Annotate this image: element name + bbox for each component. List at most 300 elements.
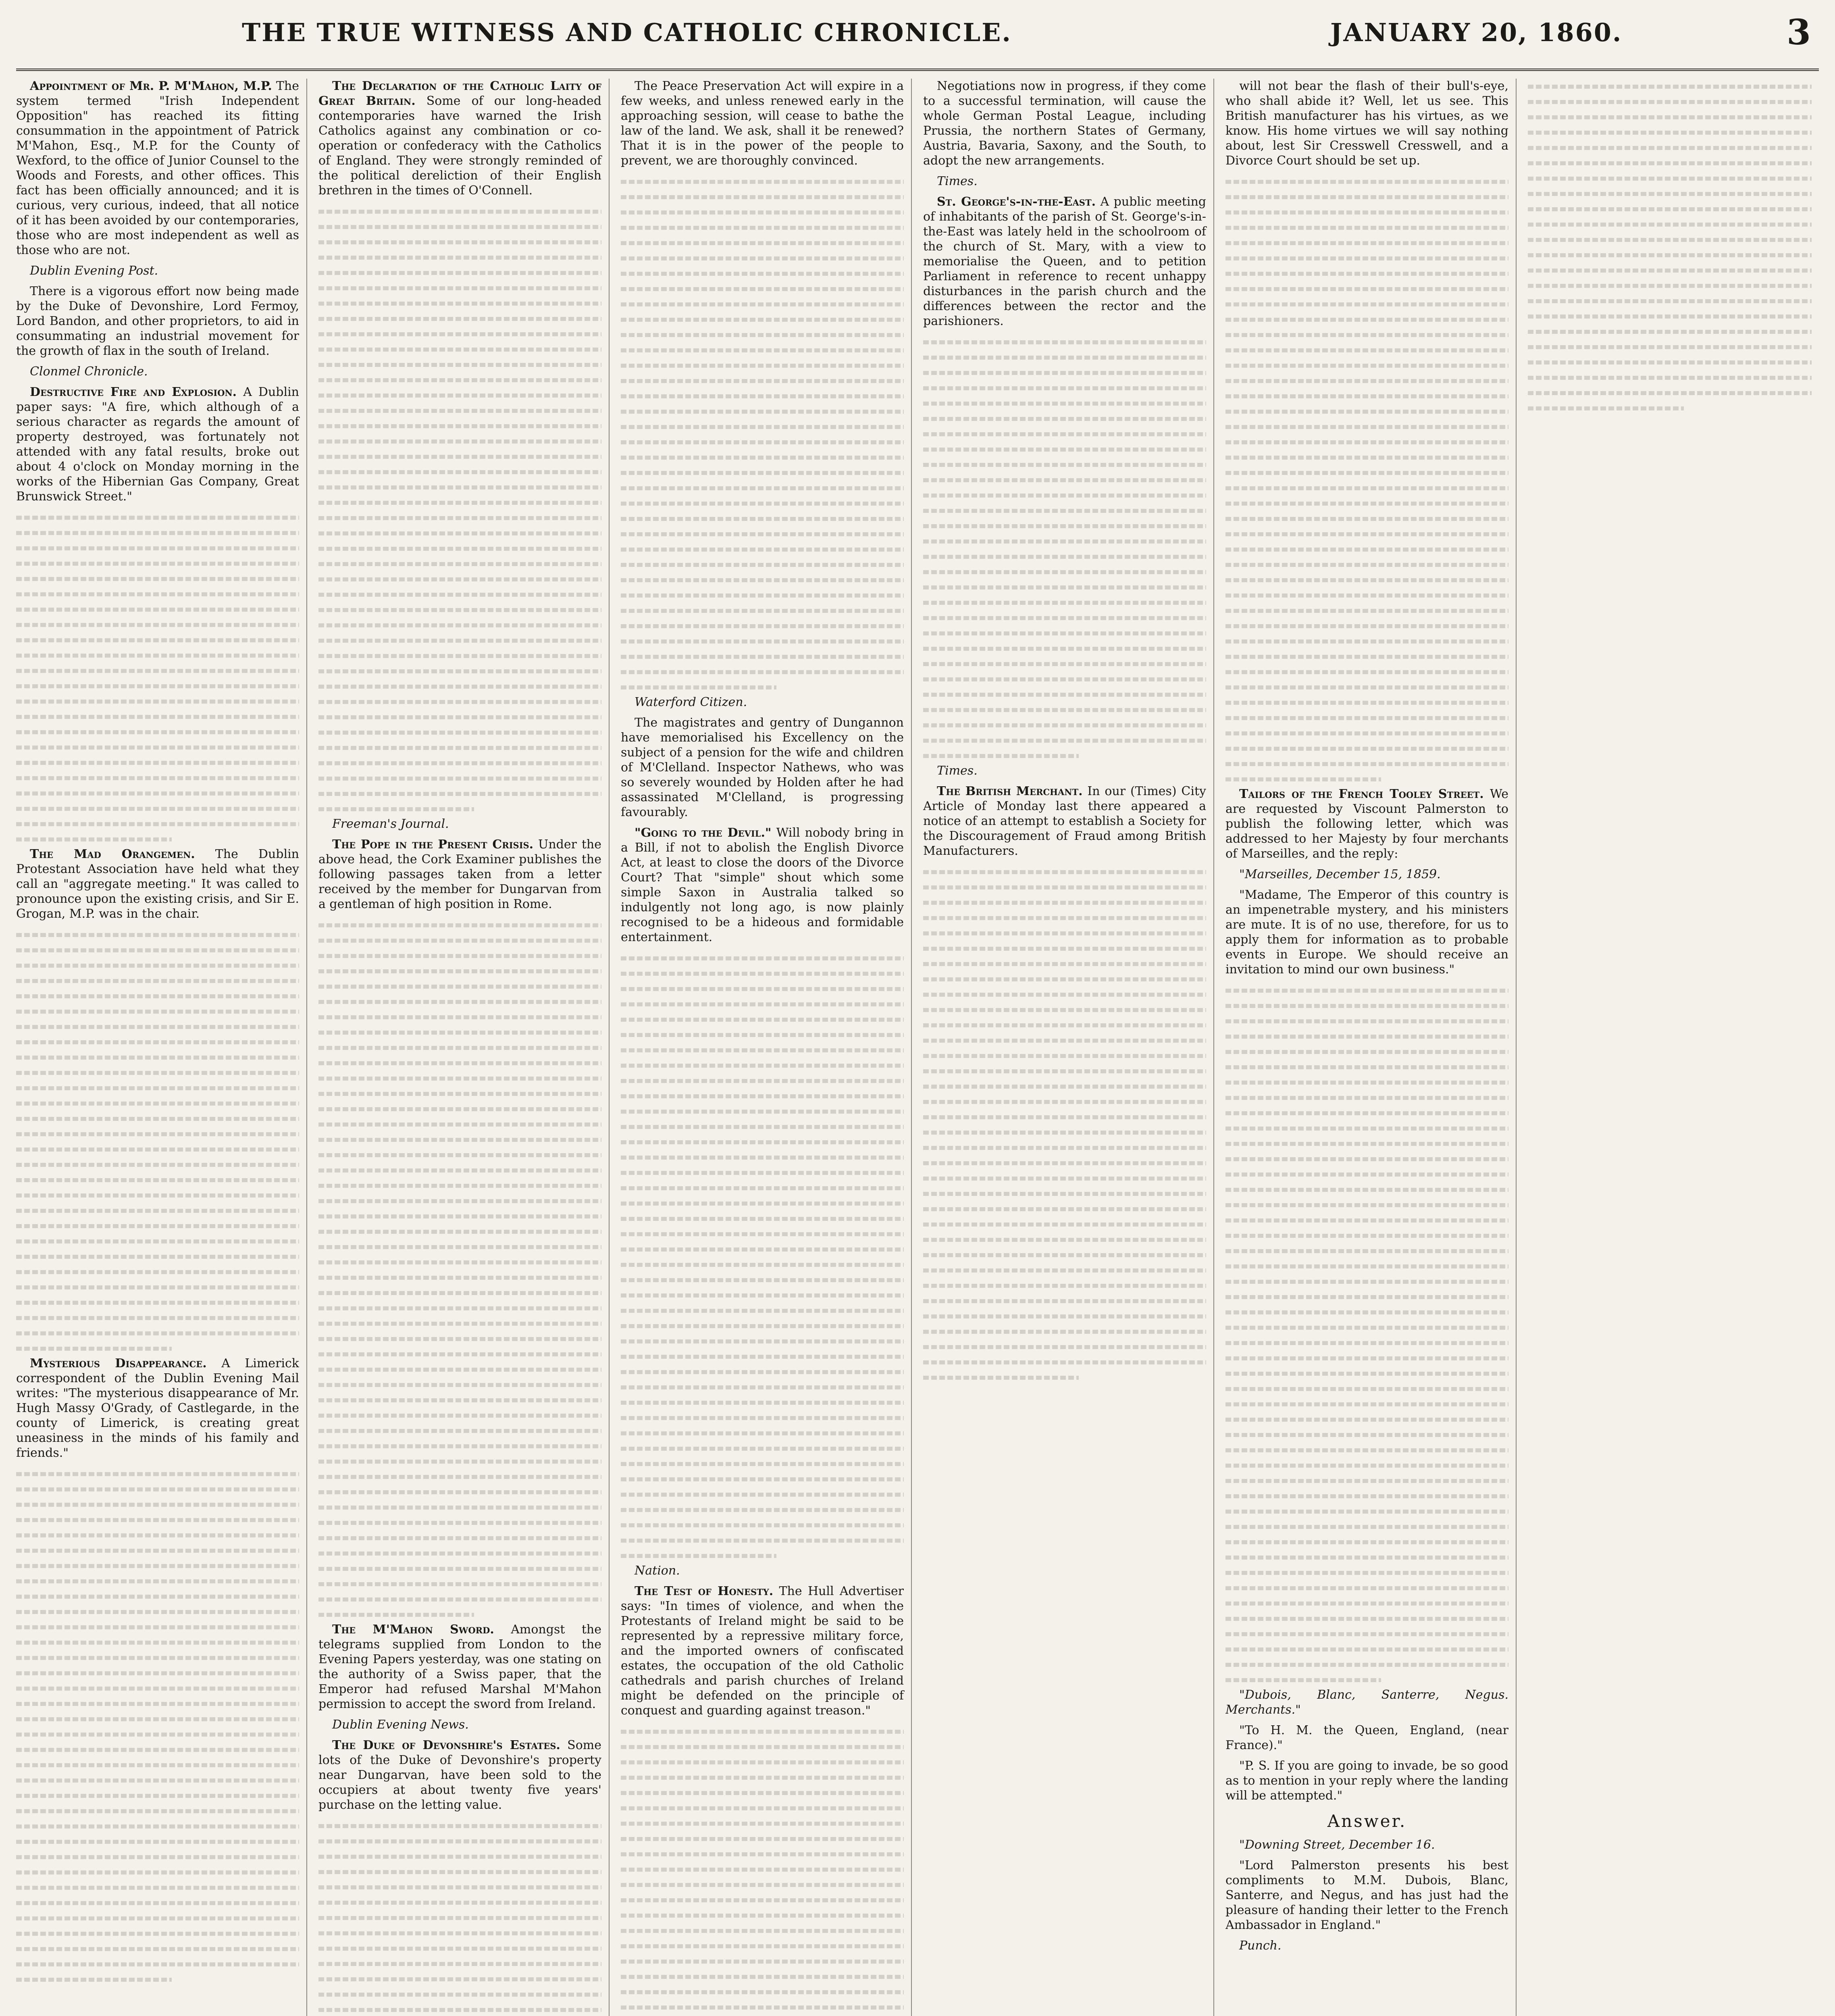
illegible-text-line	[621, 1395, 904, 1410]
illegible-text-line	[16, 648, 299, 663]
page-number: 3	[1787, 12, 1811, 53]
illegible-text-line	[318, 1484, 601, 1500]
illegible-text-line	[16, 1481, 299, 1497]
illegible-text-line	[923, 1324, 1206, 1339]
illegible-text-line	[318, 933, 601, 948]
article-heading: The Mad Orangemen.	[30, 847, 195, 861]
illegible-text-line	[1225, 1151, 1508, 1166]
illegible-text-line	[16, 510, 299, 525]
illegible-text-line	[1225, 1595, 1508, 1611]
illegible-text-line	[318, 1607, 474, 1622]
illegible-text-line	[923, 549, 1206, 564]
illegible-text-line	[318, 1009, 601, 1025]
illegible-text-line	[923, 687, 1206, 702]
illegible-text-line	[1528, 186, 1812, 201]
illegible-text-line	[16, 1742, 299, 1757]
letter-body: "Madame, The Emperor of this country is an impenetrable mystery, and his ministers are mute. It is of no use, therefore, for us to apply them for information as to probable events in Europe. We should receive an invitation to mind our own business."	[1225, 888, 1508, 977]
illegible-text-line	[621, 1877, 904, 1892]
illegible-text-line	[1225, 1320, 1508, 1335]
illegible-text-line	[621, 312, 904, 327]
illegible-text-line	[621, 1724, 904, 1739]
article-body: Negotiations now in progress, if they come to a successful termination, will cause the whole German Postal League, including Prussia, the northern States of Germany, Austria, Bavaria, Saxony, and the South, to adopt the new arrangements.	[923, 79, 1206, 168]
illegible-text-line	[1225, 1641, 1508, 1657]
illegible-text-line	[1225, 1029, 1508, 1044]
illegible-text-line	[621, 1770, 904, 1785]
article-magistrates	[621, 715, 904, 820]
illegible-text-line	[621, 664, 904, 679]
illegible-text-line	[1225, 1090, 1508, 1105]
illegible-text-line	[1528, 155, 1812, 171]
illegible-text-line	[16, 1895, 299, 1910]
illegible-text-line	[923, 1155, 1206, 1170]
illegible-text-line	[621, 950, 904, 966]
illegible-text-line	[1225, 1166, 1508, 1182]
illegible-text-line	[16, 1635, 299, 1650]
illegible-text-line	[923, 1247, 1206, 1262]
illegible-text-line	[621, 1800, 904, 1816]
illegible-text-line	[318, 1239, 601, 1254]
illegible-text-line	[318, 1116, 601, 1132]
illegible-text-line	[621, 480, 904, 496]
answer-body: "Lord Palmerston presents his best compliments to M.M. Dubois, Blanc, Santerre, and Negus, and has just had the pleasure of handing their letter to the French Ambassador in England."	[1225, 1858, 1508, 1932]
illegible-text-line	[16, 1589, 299, 1604]
illegible-text-line	[16, 1095, 299, 1111]
illegible-text-line	[621, 1150, 904, 1165]
illegible-text-line	[1225, 1304, 1508, 1320]
article-body: In our (Times) City Article of Monday last there appeared a notice of an attempt to establish a Society for the Discouragement of Fraud among British Manufacturers.	[923, 784, 1206, 858]
illegible-text-line	[318, 541, 601, 556]
text-filler	[318, 204, 601, 816]
article-vigorous	[16, 284, 299, 358]
illegible-text-line	[1528, 293, 1812, 308]
illegible-text-line	[923, 1354, 1206, 1370]
illegible-text-line	[1528, 354, 1812, 370]
column-4	[923, 79, 1214, 2016]
illegible-text-line	[1225, 220, 1508, 235]
illegible-text-line	[621, 1892, 904, 1908]
illegible-text-line	[1528, 370, 1812, 385]
illegible-text-line	[318, 342, 601, 357]
illegible-text-line	[923, 564, 1206, 579]
illegible-text-line	[1225, 526, 1508, 541]
illegible-text-line	[16, 1910, 299, 1926]
article-body: The magistrates and gentry of Dungannon have memorialised his Excellency on the subject of a pension for the wife and children of M'Clelland. Inspector Nathews, who was so severely wounded by Holden after he had assassinated M'Clelland, is progressing favourably.	[621, 716, 904, 819]
illegible-text-line	[16, 1543, 299, 1558]
illegible-text-line	[16, 1864, 299, 1880]
illegible-text-line	[1225, 1657, 1508, 1672]
illegible-text-line	[16, 1573, 299, 1589]
illegible-text-line	[318, 387, 601, 403]
article-source: Waterford Citizen.	[635, 695, 747, 709]
illegible-text-line	[621, 327, 904, 342]
illegible-text-line	[1528, 140, 1812, 155]
illegible-text-line	[318, 1987, 601, 2002]
article-heading: The Pope in the Present Crisis.	[332, 837, 534, 852]
illegible-text-line	[16, 942, 299, 958]
illegible-text-line	[16, 1512, 299, 1527]
illegible-text-line	[1225, 1412, 1508, 1427]
illegible-text-line	[923, 656, 1206, 671]
illegible-text-line	[1225, 373, 1508, 388]
illegible-text-line	[621, 266, 904, 281]
illegible-text-line	[318, 234, 601, 250]
article-body: We are requested by Viscount Palmerston to publish the following letter, which was addressed to her Majesty by four merchants of Marseilles, and the reply:	[1225, 787, 1508, 861]
article-heading: The Test of Honesty.	[635, 1584, 774, 1598]
illegible-text-line	[923, 442, 1206, 457]
article-heading: Mysterious Disappearance.	[30, 1356, 207, 1370]
illegible-text-line	[318, 801, 474, 816]
illegible-text-line	[318, 357, 601, 372]
illegible-text-line	[923, 1370, 1079, 1385]
illegible-text-line	[318, 1193, 601, 1208]
article-bull	[1225, 79, 1508, 168]
illegible-text-line	[318, 1818, 601, 1833]
illegible-text-line	[923, 411, 1206, 426]
illegible-text-line	[318, 1408, 601, 1423]
illegible-text-line	[16, 1558, 299, 1573]
illegible-text-line	[1225, 1366, 1508, 1381]
illegible-text-line	[621, 1195, 904, 1211]
illegible-text-line	[1225, 235, 1508, 250]
illegible-text-line	[1225, 450, 1508, 465]
illegible-text-line	[318, 510, 601, 525]
article-body: Some lots of the Duke of Devonshire's property near Dungarvan, have been sold to the occupiers at about twenty five years' purchase on the letting value.	[318, 1738, 601, 1812]
illegible-text-line	[16, 755, 299, 770]
illegible-text-line	[318, 1055, 601, 1070]
illegible-text-line	[621, 1379, 904, 1395]
illegible-text-line	[923, 1278, 1206, 1293]
illegible-text-line	[923, 518, 1206, 533]
illegible-text-line	[621, 220, 904, 235]
text-filler	[16, 510, 299, 847]
illegible-text-line	[923, 748, 1079, 763]
illegible-text-line	[923, 910, 1206, 925]
illegible-text-line	[318, 1285, 601, 1300]
illegible-text-line	[16, 1650, 299, 1665]
article-heading: The British Merchant.	[937, 784, 1083, 798]
illegible-text-line	[318, 602, 601, 617]
answer-place: "Downing Street, December 16.	[1239, 1838, 1435, 1852]
article-heading: Tailors of the French Tooley Street.	[1239, 787, 1484, 801]
illegible-text-line	[1225, 434, 1508, 450]
illegible-text-line	[318, 1591, 601, 1607]
illegible-text-line	[16, 1926, 299, 1941]
illegible-text-line	[1225, 1258, 1508, 1274]
illegible-text-line	[1225, 250, 1508, 266]
illegible-text-line	[318, 449, 601, 464]
article-heading: The Declaration of the Catholic Laity of Great Britain.	[318, 79, 601, 108]
illegible-text-line	[1225, 587, 1508, 603]
illegible-text-line	[318, 1941, 601, 1956]
illegible-text-line	[318, 1254, 601, 1270]
illegible-text-line	[16, 663, 299, 678]
article-honesty	[621, 1584, 904, 1718]
illegible-text-line	[318, 979, 601, 994]
text-filler	[923, 864, 1206, 1385]
article-declaration	[318, 79, 601, 198]
illegible-text-line	[318, 418, 601, 433]
illegible-text-line	[923, 671, 1206, 687]
illegible-text-line	[16, 1696, 299, 1711]
illegible-text-line	[1225, 1044, 1508, 1059]
illegible-text-line	[16, 1034, 299, 1050]
illegible-text-line	[16, 1772, 299, 1788]
column-grid	[16, 79, 1819, 2016]
illegible-text-line	[1225, 1274, 1508, 1289]
illegible-text-line	[16, 1126, 299, 1141]
article-source: Punch.	[1239, 1939, 1282, 1953]
column-3	[621, 79, 912, 2016]
illegible-text-line	[1225, 480, 1508, 496]
text-filler	[923, 334, 1206, 763]
article-appointment	[16, 79, 299, 258]
illegible-text-line	[621, 981, 904, 996]
illegible-text-line	[923, 1201, 1206, 1216]
illegible-text-line	[1225, 1212, 1508, 1228]
article-disappearance	[16, 1356, 299, 1460]
illegible-text-line	[318, 1971, 601, 1987]
illegible-text-line	[318, 1040, 601, 1055]
illegible-text-line	[16, 1050, 299, 1065]
illegible-text-line	[1225, 618, 1508, 633]
illegible-text-line	[1225, 296, 1508, 312]
illegible-text-line	[318, 1956, 601, 1971]
illegible-text-line	[1225, 1611, 1508, 1626]
illegible-text-line	[1528, 79, 1812, 94]
illegible-text-line	[1225, 572, 1508, 587]
illegible-text-line	[318, 1849, 601, 1864]
illegible-text-line	[318, 771, 601, 786]
illegible-text-line	[16, 1157, 299, 1172]
text-filler	[621, 174, 904, 695]
illegible-text-line	[16, 1497, 299, 1512]
article-body: A public meeting of inhabitants of the parish of St. George's-in-the-East was lately held in the schoolroom of the church of St. Mary, with a view to memorialise the Queen, and to petition Parliament in reference to recent unhappy disturbances in the parish church and the differences between the rector and the parishioners.	[923, 195, 1206, 328]
illegible-text-line	[16, 927, 299, 942]
illegible-text-line	[318, 464, 601, 479]
illegible-text-line	[621, 1471, 904, 1487]
illegible-text-line	[621, 587, 904, 603]
article-mmahon	[318, 1622, 601, 1712]
illegible-text-line	[16, 1681, 299, 1696]
illegible-text-line	[621, 1862, 904, 1877]
illegible-text-line	[318, 994, 601, 1009]
illegible-text-line	[1225, 1013, 1508, 1029]
illegible-text-line	[621, 1999, 904, 2015]
illegible-text-line	[621, 649, 904, 664]
article-source: Nation.	[635, 1564, 680, 1578]
illegible-text-line	[318, 1270, 601, 1285]
illegible-text-line	[621, 1073, 904, 1088]
illegible-text-line	[621, 1134, 904, 1150]
illegible-text-line	[318, 633, 601, 648]
article-tailors	[1225, 787, 1508, 861]
illegible-text-line	[1225, 1335, 1508, 1350]
illegible-text-line	[621, 1303, 904, 1318]
text-filler	[16, 927, 299, 1356]
newspaper-title: THE TRUE WITNESS AND CATHOLIC CHRONICLE.	[242, 18, 1012, 47]
illegible-text-line	[318, 296, 601, 311]
illegible-text-line	[1225, 1197, 1508, 1212]
article-body: Will nobody bring in a Bill, if not to abolish the English Divorce Act, at least to close the doors of the Divorce Court? That "simple" shout which some simple Saxon in Australia talked so indulgently not long ago, is now plainly recognised to be a hideous and formidable entertainment.	[621, 826, 904, 944]
article-heading: Destructive Fire and Explosion.	[30, 385, 237, 399]
illegible-text-line	[16, 1711, 299, 1727]
illegible-text-line	[1225, 1534, 1508, 1549]
illegible-text-line	[1225, 679, 1508, 695]
illegible-text-line	[318, 1147, 601, 1162]
illegible-text-line	[923, 1017, 1206, 1033]
illegible-text-line	[1225, 419, 1508, 434]
illegible-text-line	[318, 917, 601, 933]
article-body: The system termed "Irish Independent Opposition" has reached its fitting consummation in the appointment of Patrick M'Mahon, Esq., M.P. for the County of Wexford, to the office of Junior Counsel to the Woods and Forests, and other offices. This fact has been officially announced; and it is curious, very curious, indeed, that all notice of it has been avoided by our contemporaries, those who are most independent as well as those who are not.	[16, 79, 299, 257]
illegible-text-line	[923, 595, 1206, 610]
letter-signoff: "Dubois, Blanc, Santerre, Negus. Merchants."	[1225, 1688, 1508, 1717]
illegible-text-line	[923, 472, 1206, 487]
illegible-text-line	[16, 1956, 299, 1972]
illegible-text-line	[1225, 327, 1508, 342]
illegible-text-line	[318, 725, 601, 740]
illegible-text-line	[923, 1293, 1206, 1308]
illegible-text-line	[923, 1125, 1206, 1140]
illegible-text-line	[621, 250, 904, 266]
illegible-text-line	[923, 1232, 1206, 1247]
illegible-text-line	[1225, 983, 1508, 998]
illegible-text-line	[16, 1264, 299, 1279]
illegible-text-line	[16, 1141, 299, 1157]
illegible-text-line	[16, 1604, 299, 1619]
illegible-text-line	[318, 1864, 601, 1879]
illegible-text-line	[16, 556, 299, 571]
column-6	[1528, 79, 1819, 2016]
illegible-text-line	[923, 610, 1206, 625]
illegible-text-line	[621, 1846, 904, 1862]
illegible-text-line	[1225, 1289, 1508, 1304]
letter-ps: "P. S. If you are going to invade, be so good as to mention in your reply where the landing will be attempted."	[1225, 1759, 1508, 1803]
illegible-text-line	[318, 663, 601, 679]
illegible-text-line	[923, 1186, 1206, 1201]
illegible-text-line	[16, 1727, 299, 1742]
illegible-text-line	[1225, 557, 1508, 572]
illegible-text-line	[1225, 1442, 1508, 1458]
illegible-text-line	[16, 816, 299, 831]
illegible-text-line	[621, 1831, 904, 1846]
illegible-text-line	[1225, 511, 1508, 526]
illegible-text-line	[621, 1287, 904, 1303]
article-source: Dublin Evening Post.	[30, 264, 158, 278]
illegible-text-line	[318, 1561, 601, 1576]
illegible-text-line	[621, 358, 904, 373]
article-heading: The Duke of Devonshire's Estates.	[332, 1738, 560, 1752]
illegible-text-line	[1225, 1672, 1381, 1687]
illegible-text-line	[1225, 266, 1508, 281]
illegible-text-line	[621, 1104, 904, 1119]
illegible-text-line	[16, 1849, 299, 1864]
article-body: will not bear the flash of their bull's-eye, who shall abide it? Well, let us see. This British manufacturer has his virtues, as we know. His home virtues we will say nothing about, lest Sir Cresswell Cresswell, and a Divorce Court should be set up.	[1225, 79, 1508, 168]
illegible-text-line	[621, 618, 904, 633]
illegible-text-line	[1528, 324, 1812, 339]
article-fire	[16, 385, 299, 504]
illegible-text-line	[621, 1119, 904, 1134]
illegible-text-line	[1225, 1381, 1508, 1396]
illegible-text-line	[621, 296, 904, 312]
illegible-text-line	[1225, 1549, 1508, 1565]
illegible-text-line	[621, 633, 904, 649]
article-pope	[318, 837, 601, 912]
illegible-text-line	[16, 958, 299, 973]
illegible-text-line	[318, 755, 601, 771]
text-filler	[1225, 174, 1508, 787]
illegible-text-line	[923, 641, 1206, 656]
illegible-text-line	[621, 1333, 904, 1349]
illegible-text-line	[318, 1362, 601, 1377]
illegible-text-line	[1528, 385, 1812, 400]
illegible-text-line	[621, 1984, 904, 1999]
illegible-text-line	[16, 1295, 299, 1310]
illegible-text-line	[1225, 1136, 1508, 1151]
article-george	[923, 194, 1206, 329]
illegible-text-line	[923, 426, 1206, 442]
illegible-text-line	[318, 1377, 601, 1392]
illegible-text-line	[1225, 1458, 1508, 1473]
illegible-text-line	[1225, 1350, 1508, 1366]
illegible-text-line	[1225, 771, 1381, 787]
illegible-text-line	[621, 1969, 904, 1984]
illegible-text-line	[16, 1803, 299, 1818]
illegible-text-line	[16, 1972, 172, 1987]
illegible-text-line	[621, 1739, 904, 1754]
illegible-text-line	[318, 571, 601, 587]
illegible-text-line	[621, 174, 904, 189]
article-body: A Dublin paper says: "A fire, which although of a serious character as regards the amount of property destroyed, was fortunately not attended with any fatal results, broke out about 4 o'clock on Monday morning in the works of the Hibernian Gas Company, Great Brunswick Street."	[16, 385, 300, 504]
illegible-text-line	[318, 694, 601, 709]
illegible-text-line	[621, 1487, 904, 1502]
illegible-text-line	[1225, 998, 1508, 1013]
illegible-text-line	[318, 1224, 601, 1239]
illegible-text-line	[318, 1178, 601, 1193]
illegible-text-line	[621, 235, 904, 250]
illegible-text-line	[621, 1533, 904, 1548]
illegible-text-line	[1528, 232, 1812, 247]
illegible-text-line	[318, 1025, 601, 1040]
illegible-text-line	[621, 996, 904, 1012]
illegible-text-line	[318, 495, 601, 510]
illegible-text-line	[1225, 189, 1508, 204]
illegible-text-line	[318, 1576, 601, 1591]
illegible-text-line	[318, 219, 601, 234]
illegible-text-line	[923, 941, 1206, 956]
illegible-text-line	[318, 1925, 601, 1941]
illegible-text-line	[1225, 174, 1508, 189]
text-filler	[16, 1466, 299, 1987]
article-heading: The M'Mahon Sword.	[332, 1622, 494, 1637]
illegible-text-line	[16, 1249, 299, 1264]
illegible-text-line	[16, 1203, 299, 1218]
article-devil	[621, 825, 904, 945]
illegible-text-line	[923, 1170, 1206, 1186]
article-peace	[621, 79, 904, 168]
illegible-text-line	[1225, 1396, 1508, 1412]
illegible-text-line	[621, 1042, 904, 1058]
illegible-text-line	[16, 1187, 299, 1203]
illegible-text-line	[1225, 725, 1508, 741]
illegible-text-line	[621, 1908, 904, 1923]
article-body: Some of our long-headed contemporaries have warned the Irish Catholics against any combination or co-operation or confederacy with the Catholics of England. They were strongly reminded of the political dereliction of their English brethren in the times of O'Connell.	[318, 94, 601, 198]
illegible-text-line	[621, 1517, 904, 1533]
illegible-text-line	[16, 694, 299, 709]
text-filler	[621, 1724, 904, 2016]
illegible-text-line	[16, 1665, 299, 1681]
illegible-text-line	[923, 625, 1206, 641]
illegible-text-line	[621, 450, 904, 465]
